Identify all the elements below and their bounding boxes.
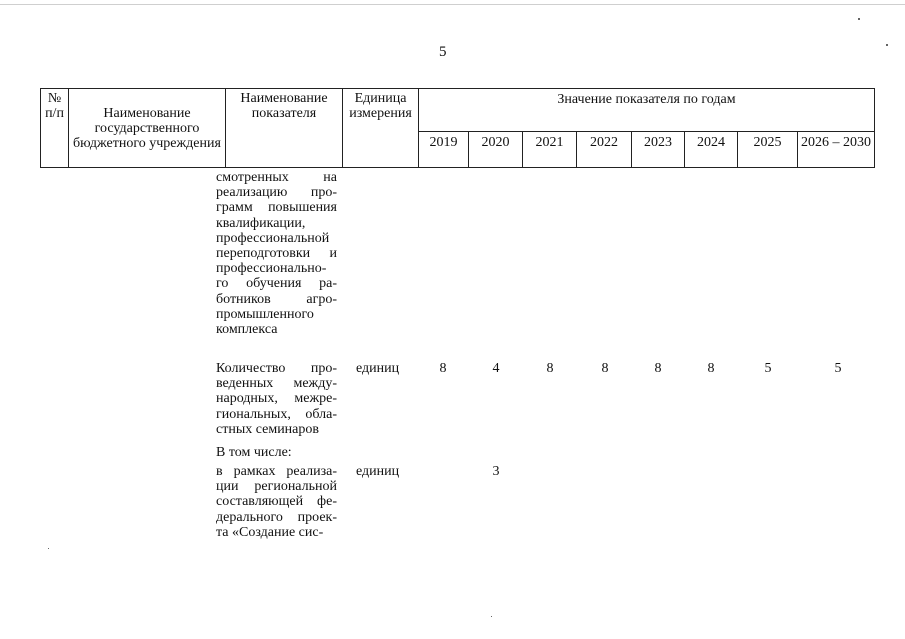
value-cell: 5 (764, 361, 772, 376)
scan-speck (886, 44, 888, 46)
header-num: № п/п (41, 89, 69, 168)
value-cell: 8 (546, 361, 554, 376)
value-cell: 8 (707, 361, 715, 376)
value-cell: 3 (492, 464, 500, 479)
indicator-cell: в рамках реализа-ции региональной составляющей фе-дерального проек-та «Создание сис- (216, 464, 337, 540)
header-year: 2020 (469, 132, 523, 168)
indicator-cell: смотренных на реализацию про-грамм повышения квалификации, профессиональной переподготовки и профессионально-го обучения ра-ботников агро-промышленного комплекса (216, 170, 337, 338)
value-cell: 8 (654, 361, 662, 376)
header-year: 2019 (419, 132, 469, 168)
scan-speck (491, 616, 492, 617)
value-cell: 8 (601, 361, 609, 376)
header-unit: Единица измерения (343, 89, 419, 168)
header-year: 2025 (738, 132, 798, 168)
indicator-table-header (40, 88, 875, 168)
header-institution: Наименование государственного бюджетного учреждения (69, 89, 226, 168)
unit-cell: единиц (356, 361, 400, 376)
page-number: 5 (439, 44, 447, 60)
scan-top-edge (0, 4, 905, 5)
value-cell: 5 (834, 361, 842, 376)
value-cell: 8 (439, 361, 447, 376)
header-indicator: Наименование показателя (226, 89, 343, 168)
unit-cell: единиц (356, 464, 400, 479)
header-year: 2024 (685, 132, 738, 168)
scan-speck (48, 548, 49, 549)
header-year: 2026 – 2030 (798, 132, 875, 168)
indicator-cell: Количество про-веденных между-народных, межре-гиональных, обла-стных семинаров (216, 361, 337, 437)
scan-speck (858, 18, 860, 20)
header-years-group: Значение показателя по годам (419, 89, 875, 132)
indicator-cell: В том числе: (216, 445, 292, 460)
value-cell: 4 (492, 361, 500, 376)
header-year: 2021 (523, 132, 577, 168)
header-year: 2023 (632, 132, 685, 168)
header-year: 2022 (577, 132, 632, 168)
